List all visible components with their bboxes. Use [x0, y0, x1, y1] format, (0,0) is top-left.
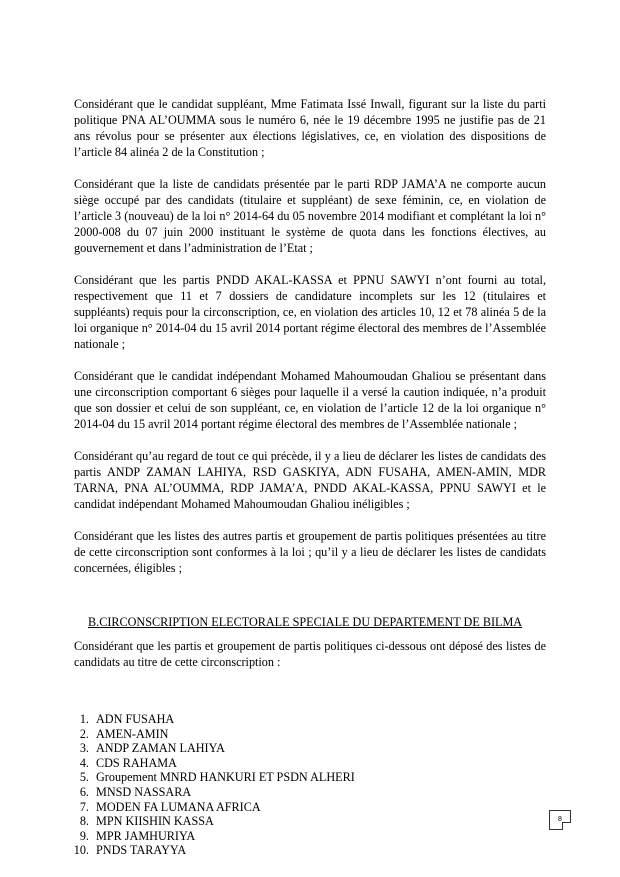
- list-item: 4. CDS RAHAMA: [92, 756, 546, 771]
- list-item: 7. MODEN FA LUMANA AFRICA: [92, 800, 546, 815]
- list-item: 8. MPN KIISHIN KASSA: [92, 814, 546, 829]
- list-item: 9. MPR JAMHURIYA: [92, 829, 546, 844]
- section-prefix: B.: [88, 615, 100, 629]
- document-body: [74, 96, 546, 858]
- paragraph-ineligible-lists: Considérant qu’au regard de tout ce qui précède, il y a lieu de déclarer les listes de candidats des partis ANDP ZAMAN LAHIYA, RSD GASKIYA, ADN FUSAHA, AMEN-AMIN, MDR TARNA, PNA AL’OUMMA, RDP JAMA’A, PNDD AKAL-KASSA, PPNU SAWYI et le candidat indépendant Mohamed Mahoumoudan Ghaliou inéligibles ;: [74, 449, 546, 511]
- paragraph-age-violation: Considérant que le candidat suppléant, Mme Fatimata Issé Inwall, figurant sur la liste du parti politique PNA AL’OUMMA sous le numéro 6, née le 19 décembre 1995 ne justifie pas de 21 ans révolus pour se présenter aux élections législatives, ce, en violation des dispositions de l’article 84 alinéa 2 de la Constitution ;: [74, 97, 546, 159]
- page-number: 8: [549, 810, 571, 830]
- paragraph-intro: Considérant que les partis et groupement de partis politiques ci-dessous ont déposé des listes de candidats au titre de cette circonscription :: [74, 639, 546, 669]
- paragraph-incomplete-files: Considérant que les partis PNDD AKAL-KASSA et PPNU SAWYI n’ont fourni au total, respectivement que 11 et 7 dossiers de candidature incomplets sur les 12 (titulaires et suppléants) requis pour la circonscription, ce, en violation des articles 10, 12 et 78 alinéa 5 de la loi organique n° 2014-04 du 15 avril 2014 portant régime électoral des membres de l’Assemblée nationale ;: [74, 273, 546, 351]
- list-item: 2. AMEN-AMIN: [92, 727, 546, 742]
- list-item: 6. MNSD NASSARA: [92, 785, 546, 800]
- list-item: 5. Groupement MNRD HANKURI ET PSDN ALHERI: [92, 770, 546, 785]
- paragraph-gender-quota: Considérant que la liste de candidats présentée par le parti RDP JAMA’A ne comporte aucun siège occupé par des candidats (titulaire et suppléant) de sexe féminin, ce, en violation de l’article 3 (nouveau) de la loi n° 2014-64 du 05 novembre 2014 modifiant et complétant la loi n° 2000-008 du 07 juin 2000 instituant le système de quota dans les fonctions électives, au gouvernement et dans l’administration de l’Etat ;: [74, 177, 546, 255]
- section-heading: [88, 614, 546, 630]
- party-list: [74, 712, 546, 858]
- list-item: 3. ANDP ZAMAN LAHIYA: [92, 741, 546, 756]
- paragraph-independent-candidate: Considérant que le candidat indépendant Mohamed Mahoumoudan Ghaliou se présentant dans une circonscription comportant 6 sièges pour laquelle il a versé la caution indiquée, n’a produit que son dossier et celui de son suppléant, ce, en violation de l’article 12 de la loi organique n° 2014-04 du 15 avril 2014 portant régime électoral des membres de l’Assemblée nationale ;: [74, 369, 546, 431]
- list-item: 1. ADN FUSAHA: [92, 712, 546, 727]
- page-corner-fold-icon: [562, 822, 571, 830]
- list-item: 10. PNDS TARAYYA: [92, 843, 546, 858]
- paragraph-eligible-lists: Considérant que les listes des autres partis et groupement de partis politiques présentées au titre de cette circonscription sont conformes à la loi ; qu’il y a lieu de déclarer les listes de candidats concernées, éligibles ;: [74, 529, 546, 575]
- section-title: CIRCONSCRIPTION ELECTORALE SPECIALE DU DEPARTEMENT DE BILMA: [99, 615, 523, 629]
